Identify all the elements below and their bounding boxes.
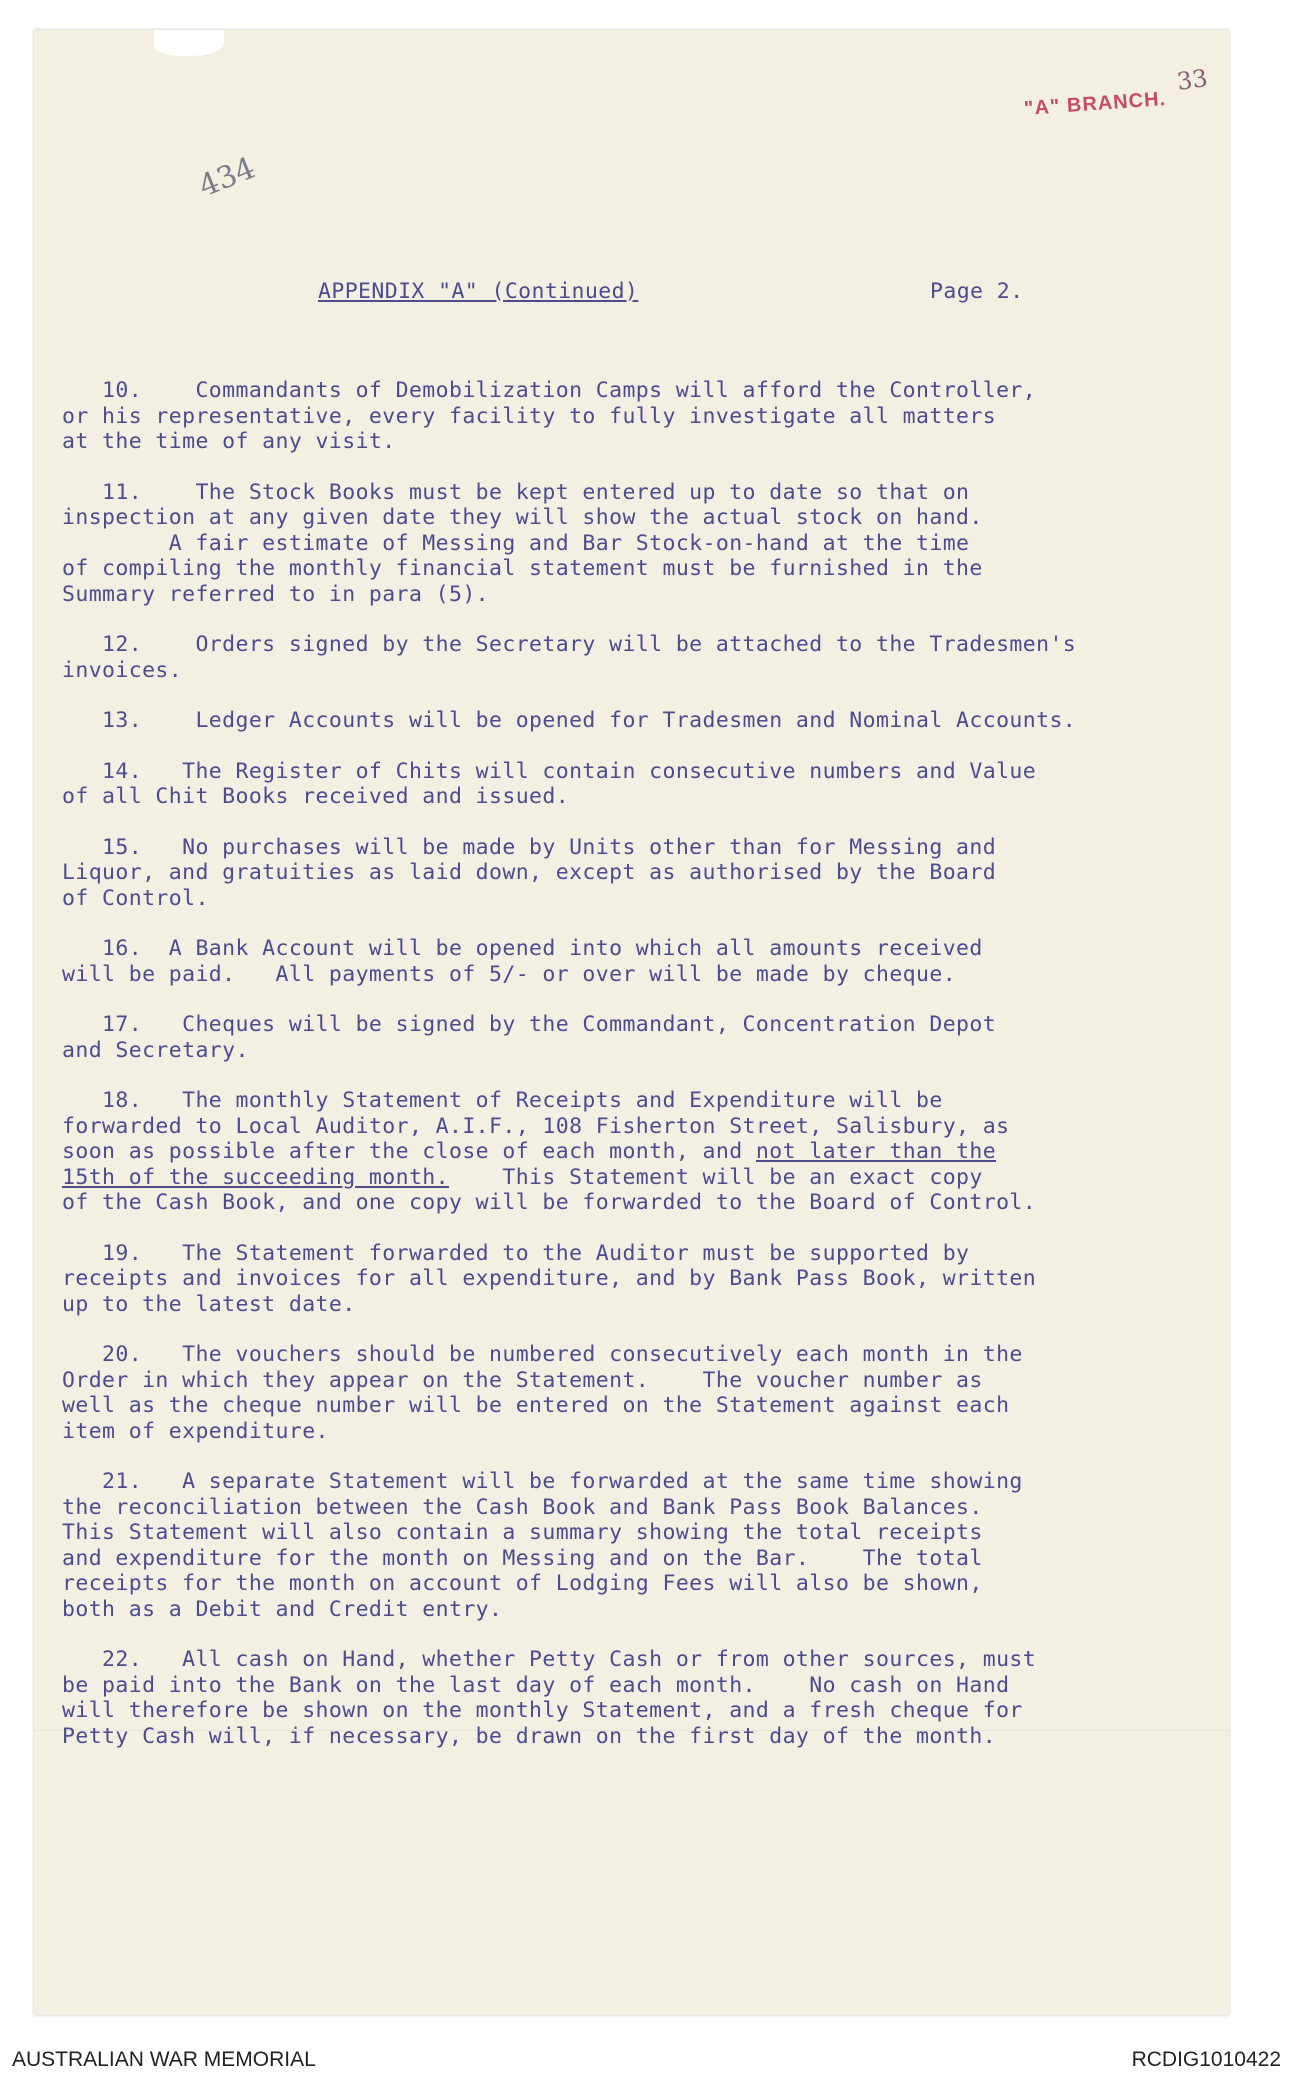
paragraph-line: 19. The Statement forwarded to the Auditor must be supported by <box>62 1240 970 1266</box>
paragraph <box>62 632 1172 683</box>
pencil-page-number: 33 <box>1175 64 1210 96</box>
paragraph-line: the reconciliation between the Cash Book and Bank Pass Book Balances. <box>62 1494 983 1520</box>
footer-id: RCDIG1010422 <box>1131 2048 1281 2071</box>
torn-corner <box>154 30 224 56</box>
paragraph-line: 18. The monthly Statement of Receipts and Expenditure will be <box>62 1088 943 1113</box>
paragraph <box>62 708 1172 734</box>
paragraph-line: Summary referred to in para (5). <box>62 581 490 607</box>
paragraph-line: be paid into the Bank on the last day of each month. No cash on Hand <box>62 1672 1010 1698</box>
paragraph <box>62 1241 1172 1318</box>
paragraph <box>62 936 1172 987</box>
paragraph <box>62 759 1172 810</box>
paragraph-line: receipts and invoices for all expenditure, and by Bank Pass Book, written <box>62 1266 1037 1291</box>
footer-source: AUSTRALIAN WAR MEMORIAL <box>12 2048 316 2071</box>
paragraph-line: 22. All cash on Hand, whether Petty Cash or from other sources, must <box>62 1647 1037 1672</box>
paragraph-line: and Secretary. <box>62 1037 249 1063</box>
page-number: Page 2. <box>930 279 1024 304</box>
paragraph-line: 11. The Stock Books must be kept entered up to date so that on <box>62 479 970 505</box>
paragraph-line: 17. Cheques will be signed by the Commandant, Concentration Depot <box>62 1012 997 1037</box>
branch-stamp: "A" BRANCH. <box>1023 88 1167 120</box>
paragraph-line: of compiling the monthly financial statement must be furnished in the <box>62 556 983 581</box>
paragraph-line: soon as possible after the close of each month, and not later than the <box>62 1139 997 1164</box>
paragraph-line: forwarded to Local Auditor, A.I.F., 108 Fisherton Street, Salisbury, as <box>62 1113 1010 1139</box>
paragraph-line: 14. The Register of Chits will contain consecutive numbers and Value <box>62 758 1037 784</box>
paragraph-line: A fair estimate of Messing and Bar Stock-on-hand at the time <box>62 530 970 556</box>
paragraph-line: inspection at any given date they will show the actual stock on hand. <box>62 505 983 530</box>
appendix-heading <box>62 279 1172 305</box>
paragraph-line: both as a Debit and Credit entry. <box>62 1596 503 1622</box>
typed-text-body <box>62 228 1172 1800</box>
paragraph-line: of Control. <box>62 885 209 911</box>
paragraph-line: 21. A separate Statement will be forwarded at the same time showing <box>62 1469 1023 1494</box>
paragraph <box>62 378 1172 455</box>
paragraph-line: 13. Ledger Accounts will be opened for Tradesmen and Nominal Accounts. <box>62 708 1077 733</box>
paragraph-line: Liquor, and gratuities as laid down, except as authorised by the Board <box>62 860 997 885</box>
paragraph-list <box>62 378 1172 1749</box>
paragraph <box>62 1647 1172 1749</box>
paragraph-line: and expenditure for the month on Messing and on the Bar. The total <box>62 1545 983 1571</box>
paragraph <box>62 1012 1172 1063</box>
paragraph-line: up to the latest date. <box>62 1291 356 1317</box>
paragraph-line: at the time of any visit. <box>62 429 396 454</box>
paragraph <box>62 1342 1172 1444</box>
paragraph-line: Order in which they appear on the Statement. The voucher number as <box>62 1367 983 1393</box>
paragraph-line: 12. Orders signed by the Secretary will be attached to the Tradesmen's <box>62 632 1077 657</box>
paragraph-line: Petty Cash will, if necessary, be drawn on the first day of the month. <box>62 1723 997 1749</box>
paragraph-line: will be paid. All payments of 5/- or over will be made by cheque. <box>62 961 957 987</box>
paragraph-line: 20. The vouchers should be numbered consecutively each month in the <box>62 1342 1023 1367</box>
paragraph-line: invoices. <box>62 657 183 683</box>
paragraph-line: will therefore be shown on the monthly Statement, and a fresh cheque for <box>62 1698 1023 1723</box>
paragraph-line: well as the cheque number will be entered on the Statement against each <box>62 1393 1010 1418</box>
paragraph-line: This Statement will also contain a summary showing the total receipts <box>62 1520 983 1545</box>
paragraph-line: receipts for the month on account of Lodging Fees will also be shown, <box>62 1571 983 1596</box>
paragraph-line: 16. A Bank Account will be opened into which all amounts received <box>62 936 983 961</box>
paragraph-line: item of expenditure. <box>62 1418 329 1444</box>
paragraph-line: 15th of the succeeding month. This Statement will be an exact copy <box>62 1164 983 1190</box>
paragraph <box>62 480 1172 608</box>
handwritten-folio-number: 434 <box>194 150 261 205</box>
paragraph <box>62 1088 1172 1216</box>
paragraph-line: 15. No purchases will be made by Units other than for Messing and <box>62 834 997 860</box>
appendix-title: APPENDIX "A" (Continued) <box>318 279 639 304</box>
paragraph-line: or his representative, every facility to fully investigate all matters <box>62 403 997 429</box>
paragraph-line: of all Chit Books received and issued. <box>62 784 570 809</box>
paragraph <box>62 1469 1172 1622</box>
paragraph-line: of the Cash Book, and one copy will be forwarded to the Board of Control. <box>62 1190 1037 1215</box>
paragraph-line: 10. Commandants of Demobilization Camps will afford the Controller, <box>62 378 1037 403</box>
paragraph <box>62 835 1172 912</box>
